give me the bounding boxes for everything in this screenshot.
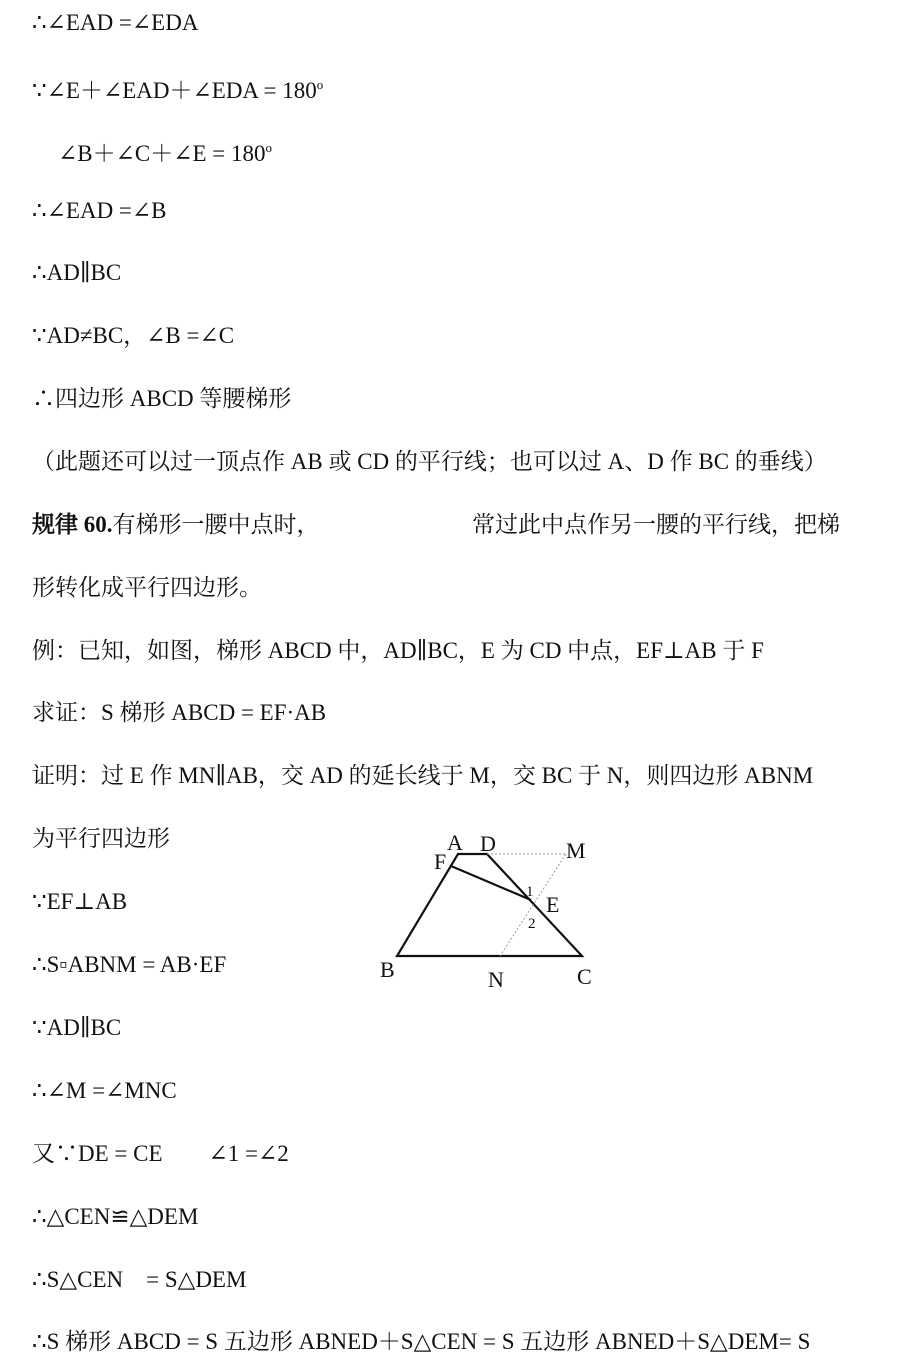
text-line-21: ∴S△CEN = S△DEM: [32, 1267, 247, 1292]
text-line-8: （此题还可以过一顶点作 AB 或 CD 的平行线；也可以过 A、D 作 BC 的垂线）: [32, 449, 827, 474]
rule-text-a: 有梯形一腰中点时，: [112, 512, 320, 537]
label-n: N: [488, 967, 504, 992]
text-line-20: ∴△CEN≌△DEM: [32, 1204, 199, 1229]
trapezoid-figure: [370, 825, 630, 1000]
degree-superscript: o: [265, 140, 273, 155]
text-line-22: ∴S 梯形 ABCD = S 五边形 ABNED＋S△CEN = S 五边形 ABNED＋S△DEM= S: [32, 1329, 811, 1354]
label-d: D: [480, 831, 496, 856]
text-line-17: ∵AD∥BC: [32, 1015, 122, 1040]
text-line-3-main: ∠B＋∠C＋∠E = 180: [58, 141, 266, 166]
prove-statement: 求证：S 梯形 ABCD = EF·AB: [32, 700, 327, 725]
label-f: F: [434, 849, 447, 874]
label-b: B: [380, 957, 395, 982]
rule-number: 规律 60.: [32, 512, 113, 537]
segment-fe: [451, 866, 531, 900]
label-m: M: [566, 838, 586, 863]
text-line-2-main: ∵∠E＋∠EAD＋∠EDA = 180: [32, 78, 317, 103]
text-line-14: 为平行四边形: [32, 826, 170, 851]
degree-superscript: o: [316, 77, 324, 92]
text-line-18: ∴∠M =∠MNC: [32, 1078, 177, 1103]
text-line-5: ∴AD∥BC: [32, 260, 122, 285]
text-line-10: 形转化成平行四边形。: [32, 575, 262, 600]
text-line-3: [58, 133, 272, 169]
rule-heading: [32, 510, 320, 540]
label-e: E: [546, 892, 560, 917]
example-statement: 例：已知，如图，梯形 ABCD 中，AD∥BC，E 为 CD 中点，EF⊥AB 于 F: [32, 638, 764, 663]
proof-start: 证明：过 E 作 MN∥AB，交 AD 的延长线于 M，交 BC 于 N，则四边形 ABNM: [32, 763, 814, 788]
label-a: A: [447, 830, 463, 855]
text-line-4: ∴∠EAD =∠B: [32, 198, 167, 223]
rule-text-b: 常过此中点作另一腰的平行线，把梯: [472, 512, 840, 537]
label-c: C: [577, 964, 592, 989]
text-line-15: ∵EF⊥AB: [32, 889, 128, 914]
text-line-16: ∴S▫ABNM = AB·EF: [32, 952, 227, 977]
text-line-6: ∵AD≠BC，∠B =∠C: [32, 323, 235, 348]
text-line-7: ∴四边形 ABCD 等腰梯形: [32, 386, 292, 411]
label-angle-1: 1: [526, 884, 534, 900]
text-line-19: 又∵DE = CE ∠1 =∠2: [32, 1141, 289, 1166]
label-angle-2: 2: [528, 916, 536, 932]
text-line-1: ∴∠EAD =∠EDA: [32, 10, 199, 35]
text-line-2: [32, 70, 323, 106]
